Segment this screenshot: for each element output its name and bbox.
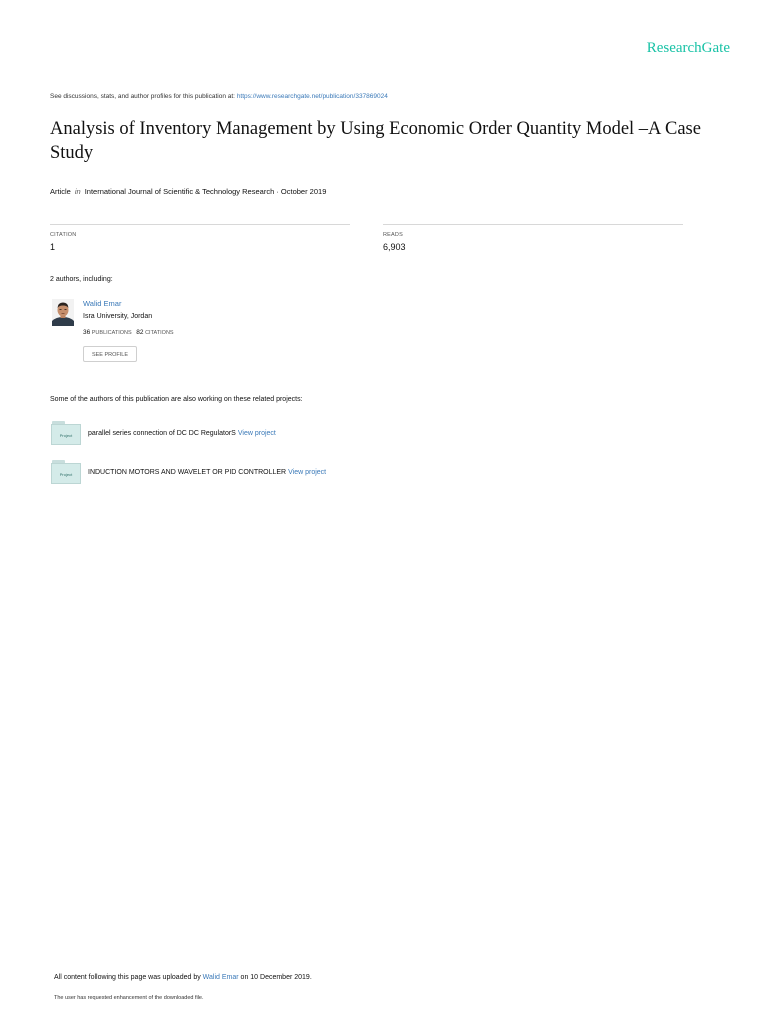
discussions-line [50, 93, 388, 100]
reads-stat [383, 224, 683, 252]
project-title: parallel series connection of DC DC RegulatorS [88, 430, 236, 437]
project-text [88, 469, 326, 476]
enhancement-note: The user has requested enhancement of the downloaded file. [54, 995, 204, 1001]
author-avatar[interactable] [52, 299, 74, 326]
author-publications-label: PUBLICATIONS [91, 330, 132, 336]
author-publications-count: 36 [83, 329, 91, 336]
citation-value: 1 [50, 242, 56, 252]
see-profile-button[interactable]: SEE PROFILE [83, 346, 137, 362]
journal-name: International Journal of Scientific & Technology Research [84, 187, 275, 196]
related-projects-heading: Some of the authors of this publication are also working on these related projects: [50, 396, 303, 403]
project-folder-label: Project [51, 424, 81, 445]
reads-value: 6,903 [383, 242, 406, 252]
author-citations-label: CITATIONS [145, 330, 174, 336]
uploaded-line [54, 974, 312, 981]
uploader-link[interactable]: Walid Emar [202, 974, 239, 981]
project-folder-icon[interactable] [51, 421, 82, 446]
author-institution: Isra University, Jordan [83, 313, 153, 320]
authors-heading: 2 authors, including: [50, 276, 113, 283]
project-title: INDUCTION MOTORS AND WAVELET OR PID CONTROLLER [88, 469, 287, 476]
in-word: in [74, 187, 81, 196]
citation-stat [50, 224, 350, 252]
discussions-prefix: See discussions, stats, and author profiles for this publication at: [50, 93, 235, 100]
view-project-link[interactable]: View project [237, 430, 276, 437]
researchgate-logo[interactable]: ResearchGate [646, 40, 730, 56]
publication-type: Article [50, 187, 71, 196]
project-folder-label: Project [51, 463, 81, 484]
reads-label: READS [383, 232, 403, 238]
publication-title: Analysis of Inventory Management by Using Economic Order Quantity Model –A Case Study [50, 119, 701, 163]
uploaded-prefix: All content following this page was uploaded by [54, 974, 201, 981]
avatar-photo-icon [52, 299, 74, 326]
publication-meta [50, 187, 326, 196]
publication-url-link[interactable]: https://www.researchgate.net/publication/337869024 [236, 93, 388, 100]
author-name-link[interactable]: Walid Emar [83, 299, 122, 308]
uploaded-suffix: on 10 December 2019. [240, 974, 312, 981]
citation-label: CITATION [50, 232, 77, 238]
view-project-link[interactable]: View project [288, 469, 327, 476]
project-folder-icon[interactable] [51, 460, 82, 485]
author-citations-count: 82 [136, 329, 144, 336]
project-text [88, 430, 276, 437]
publication-date: · October 2019 [276, 187, 327, 196]
author-stats [83, 329, 174, 336]
